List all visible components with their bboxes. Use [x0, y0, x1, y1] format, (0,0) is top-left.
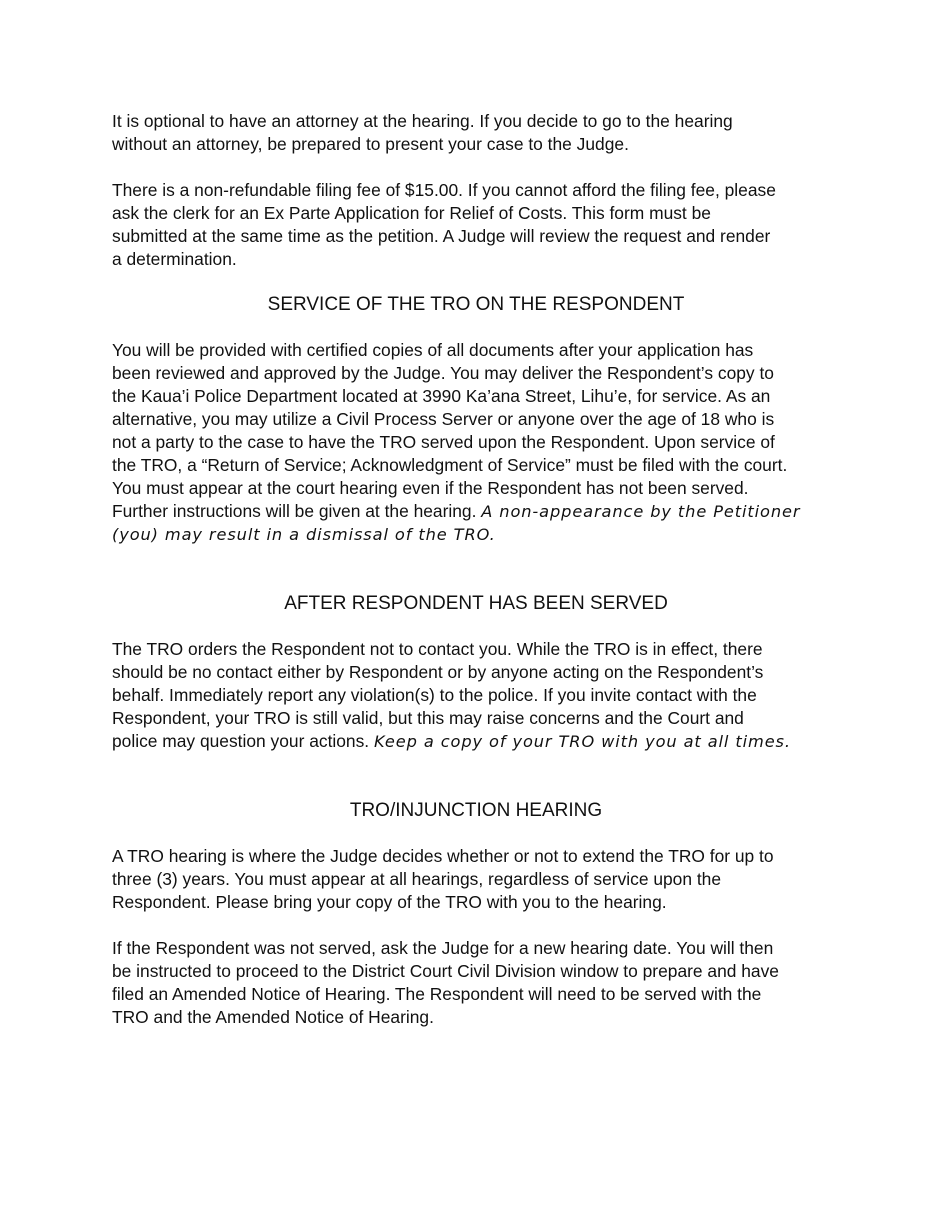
after-served-body	[112, 638, 840, 753]
hearing-paragraph-2: If the Respondent was not served, ask the Judge for a new hearing date. You will then be instructed to proceed to the District Court Civil Division window to prepare and have filed an Amended Notice of Hearing. The Respondent will need to be served with the TRO and the Amended Notice of Hearing.	[112, 938, 779, 1027]
attorney-paragraph: It is optional to have an attorney at the hearing. If you decide to go to the hearing without an attorney, be prepared to present your case to the Judge.	[112, 111, 733, 154]
service-emphasis-text: A non-appearance by the Petitioner (you) may result in a dismissal of the TRO.	[112, 502, 801, 544]
service-body-text: You will be provided with certified copies of all documents after your application has been reviewed and approved by the Judge. You may deliver the Respondent’s copy to the Kaua’i Police Department located at 3990 Ka’ana Street, Lihu’e, for service. As an alternative, you may utilize a Civil Process Server or anyone over the age of 18 who is not a party to the case to have the TRO served upon the Respondent. Upon service of the TRO, a “Return of Service; Acknowledgment of Service” must be filed with the court. You must appear at the court hearing even if the Respondent has not been served. Further instructions will be given at the hearing.	[112, 340, 788, 521]
service-section-heading: SERVICE OF THE TRO ON THE RESPONDENT	[267, 294, 685, 315]
hearing-paragraph-1: A TRO hearing is where the Judge decides whether or not to extend the TRO for up to three (3) years. You must appear at all hearings, regardless of service upon the Respondent. Please bring your copy of the TRO with you to the hearing.	[112, 846, 774, 912]
hearing-heading: TRO/INJUNCTION HEARING	[349, 800, 603, 821]
service-section-body	[112, 339, 840, 546]
after-served-emphasis-text: Keep a copy of your TRO with you at all times.	[373, 732, 791, 751]
document-page	[112, 110, 840, 1029]
after-served-body-text: The TRO orders the Respondent not to contact you. While the TRO is in effect, there should be no contact either by Respondent or by anyone acting on the Respondent’s behalf. Immediately report any violation(s) to the police. If you invite contact with the Respondent, your TRO is still valid, but this may raise concerns and the Court and police may question your actions.	[112, 639, 764, 751]
after-served-heading: AFTER RESPONDENT HAS BEEN SERVED	[284, 593, 668, 614]
fee-paragraph: There is a non-refundable filing fee of $15.00. If you cannot afford the filing fee, please ask the clerk for an Ex Parte Application for Relief of Costs. This form must be submitted at the same time as the petition. A Judge will review the request and render a determination.	[112, 180, 776, 269]
